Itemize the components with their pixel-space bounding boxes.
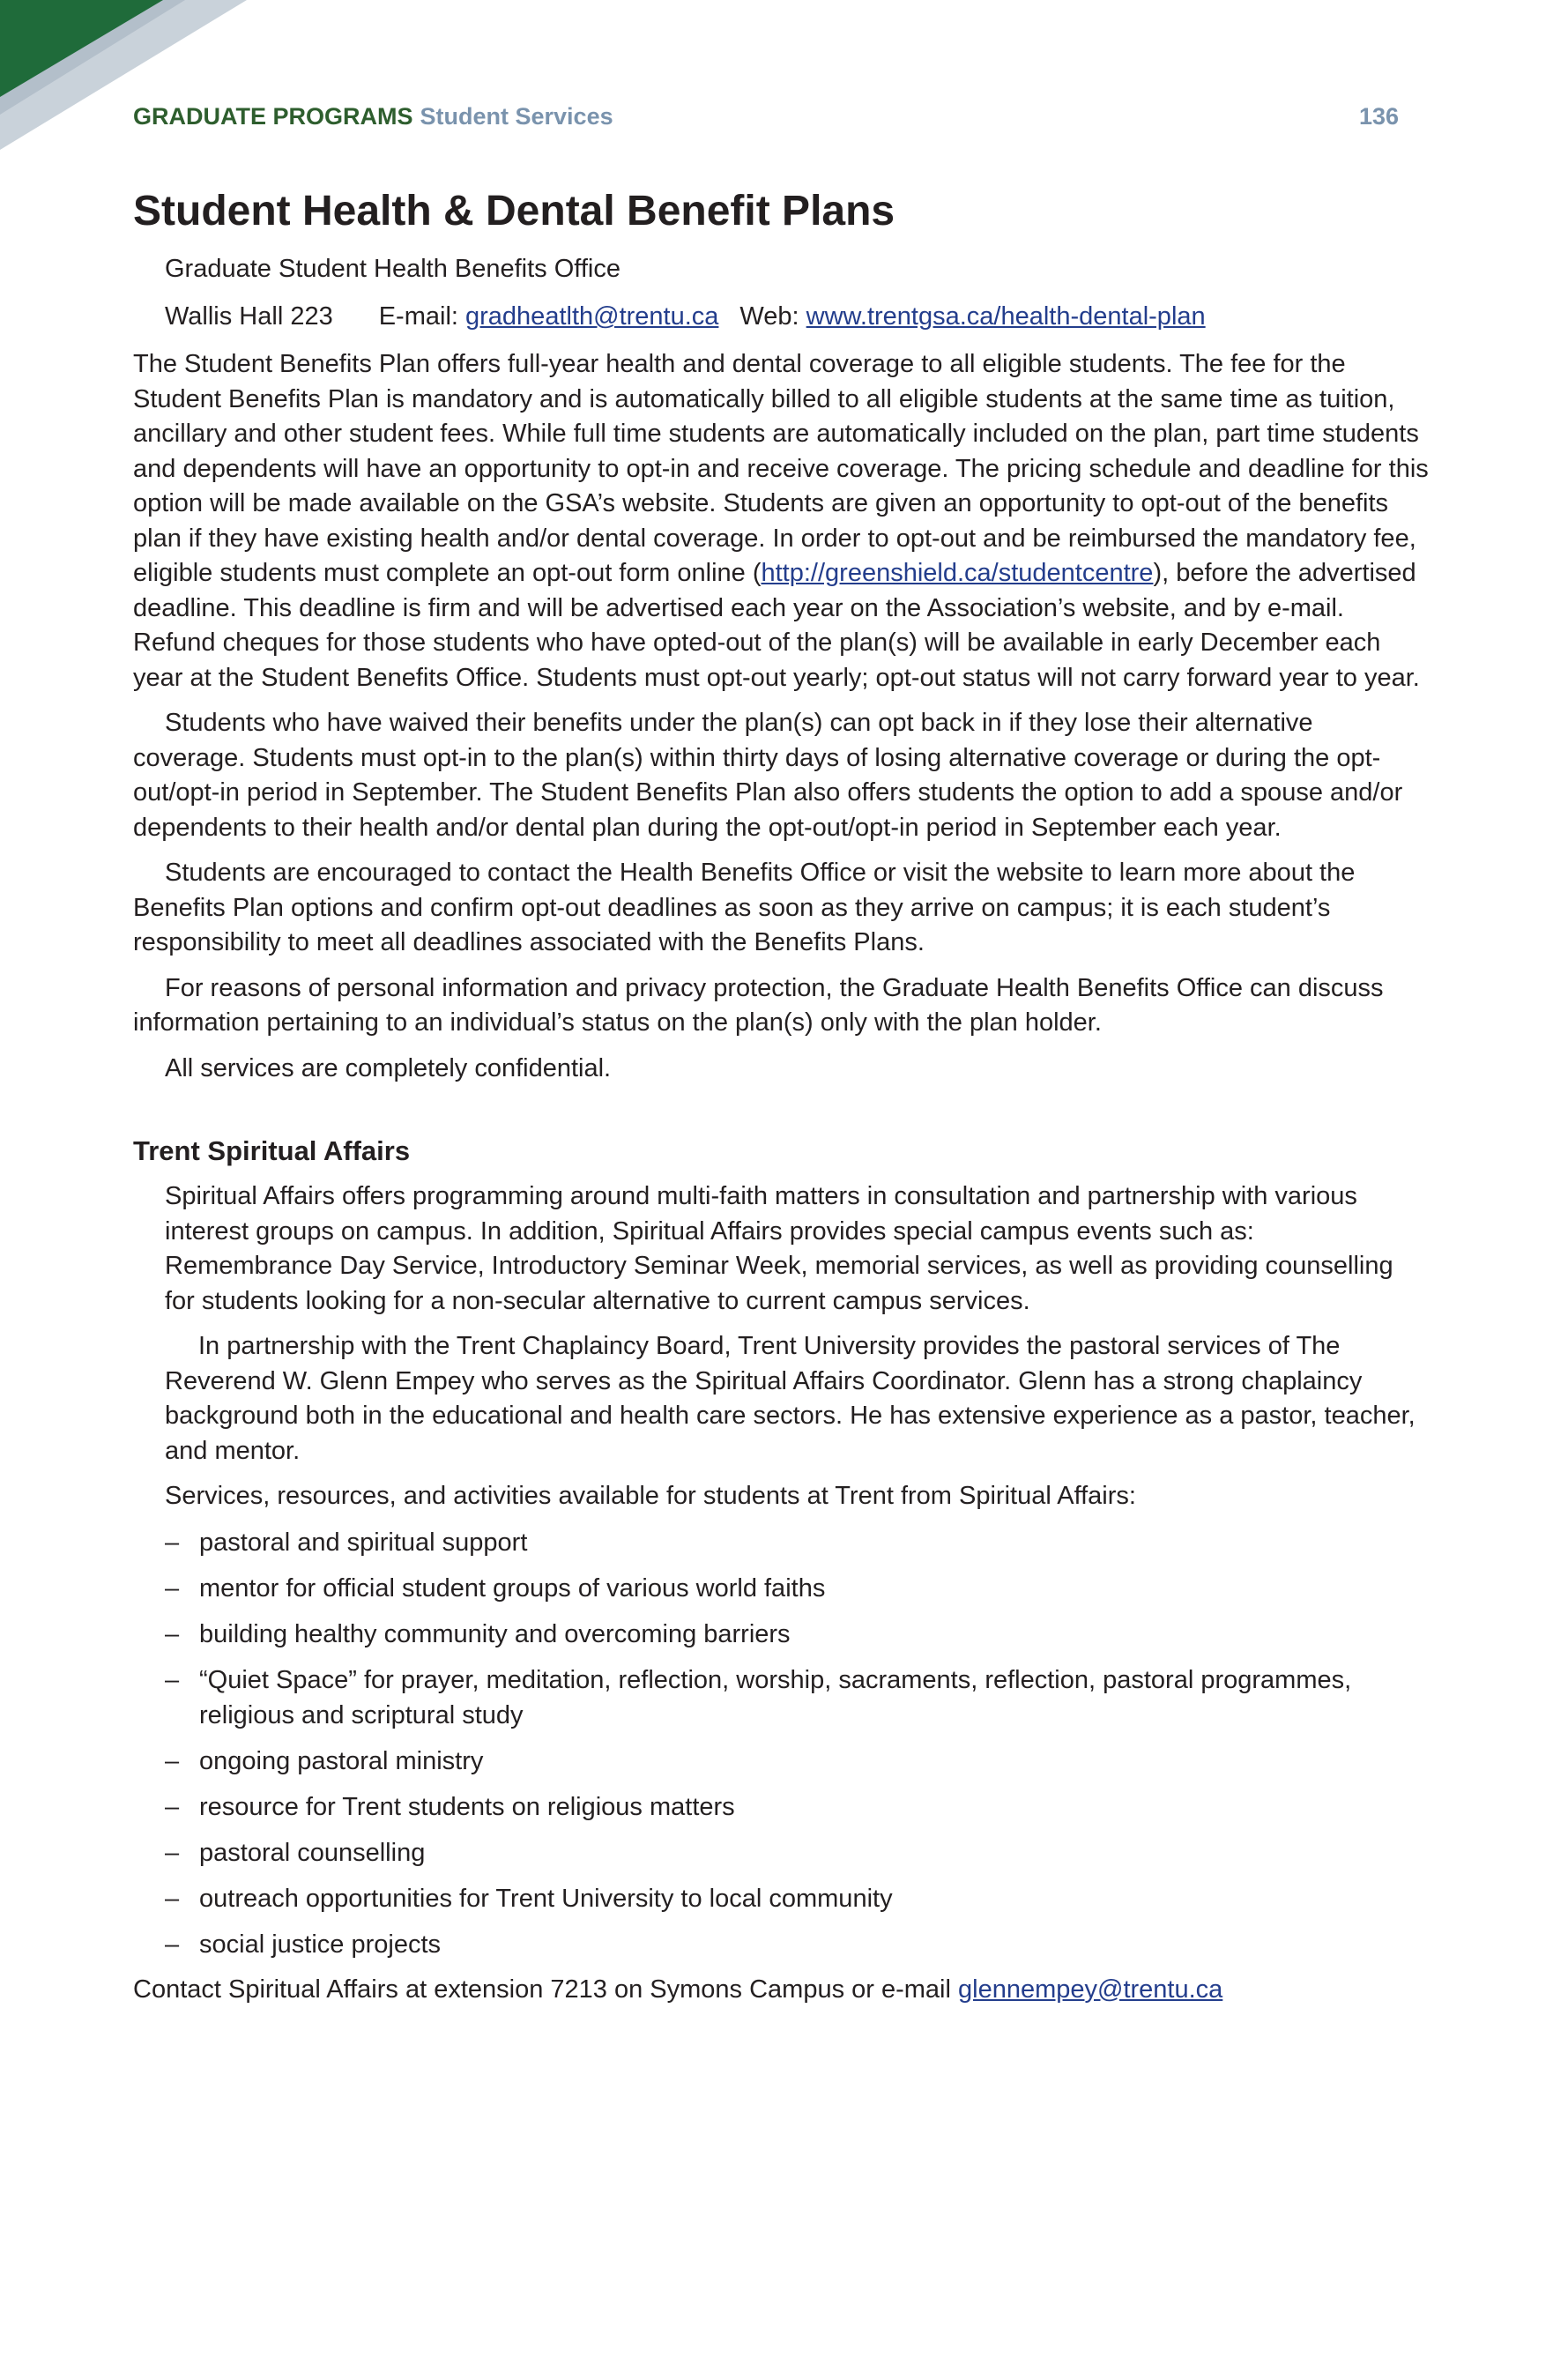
main-content <box>133 185 1429 2018</box>
list-item: – pastoral counselling <box>165 1838 426 1867</box>
health-paragraph-1: The Student Benefits Plan offers full-year health and dental coverage to all eligible students. The fee for the Student Benefits Plan is mandatory and is automatically billed to all eligible students at the same time as tuition, ancillary and other student fees. While full time students are automatically included on the plan, part time students and dependents will have an opportunity to opt-in and receive coverage. The pricing schedule and deadline for this option will be made available on the GSA’s website. Students are given an opportunity to opt-out of the benefits plan if they have existing health and/or dental coverage. In order to opt-out and be reimbursed the mandatory fee, eligible students must complete an opt-out form online (http://greenshield.ca/studentcentre), before the advertised deadline. This deadline is firm and will be advertised each year on the Association’s website, and by e-mail. Refund cheques for those students who have opted-out of the plan(s) will be available in early December each year at the Student Benefits Office. Students must opt-out yearly; opt-out status will not carry forward year to year. <box>133 350 1429 692</box>
health-paragraph-2: Students who have waived their benefits under the plan(s) can opt back in if they lose their alternative coverage. Students must opt-in to the plan(s) within thirty days of losing alternative coverage or during the opt-out/opt-in period in September. The Student Benefits Plan also offers students the option to add a spouse and/or dependents to their health and/or dental plan during the opt-out/opt-in period in September each year. <box>133 709 1403 842</box>
header-subsection: Student Services <box>420 103 613 130</box>
spiritual-paragraph-3: Services, resources, and activities available for students at Trent from Spiritual Affairs: <box>165 1482 1136 1510</box>
page-header <box>133 99 1399 138</box>
list-item: – social justice projects <box>165 1930 441 1959</box>
spiritual-paragraph-1: Spiritual Affairs offers programming around multi-faith matters in consultation and partnership with various interest groups on campus. In addition, Spiritual Affairs provides special campus events such as: Remembrance Day Service, Introductory Seminar Week, memorial services, as well as providing counselling for students looking for a non-secular alternative to current campus services. <box>165 1182 1393 1315</box>
list-item: – “Quiet Space” for prayer, meditation, reflection, worship, sacraments, reflection, pastoral programmes, religious and scriptural study <box>165 1665 1352 1729</box>
list-item: – ongoing pastoral ministry <box>165 1746 484 1775</box>
list-item: – resource for Trent students on religious matters <box>165 1792 735 1821</box>
spiritual-paragraph-2: In partnership with the Trent Chaplaincy Board, Trent University provides the pastoral services of The Reverend W. Glenn Empey who serves as the Spiritual Affairs Coordinator. Glenn has a strong chaplaincy background both in the educational and health care sectors. He has extensive experience as a pastor, teacher, and mentor. <box>165 1332 1416 1465</box>
services-list <box>133 1525 1429 1962</box>
health-web-link[interactable]: www.trentgsa.ca/health-dental-plan <box>806 302 1206 331</box>
list-item: – building healthy community and overcoming barriers <box>165 1619 791 1648</box>
header-section: GRADUATE PROGRAMS <box>133 103 413 130</box>
health-section-title: Student Health & Dental Benefit Plans <box>133 188 895 234</box>
health-email-link[interactable]: gradheatlth@trentu.ca <box>465 302 719 331</box>
health-paragraph-3: Students are encouraged to contact the Health Benefits Office or visit the website to learn more about the Benefits Plan options and confirm opt-out deadlines as soon as they arrive on campus; it is each student’s responsibility to meet all deadlines associated with the Benefits Plans. <box>133 859 1356 956</box>
page-number: 136 <box>1358 103 1399 130</box>
health-paragraph-4: For reasons of personal information and privacy protection, the Graduate Health Benefits Office can discuss information pertaining to an individual’s status on the plan(s) only with the plan holder. <box>133 973 1384 1037</box>
spiritual-section-body <box>165 1179 1429 1514</box>
corner-decoration <box>0 0 247 176</box>
spiritual-contact: Contact Spiritual Affairs at extension 7213 on Symons Campus or e-mail glennempey@trentu.ca <box>133 1975 1223 2004</box>
email-label: E-mail: <box>378 302 458 331</box>
spiritual-email-link[interactable]: glennempey@trentu.ca <box>958 1975 1223 2004</box>
web-label: Web: <box>739 302 799 331</box>
list-item: – mentor for official student groups of various world faiths <box>165 1573 826 1603</box>
greenshield-link[interactable]: http://greenshield.ca/studentcentre <box>761 559 1154 587</box>
health-paragraph-5: All services are completely confidential. <box>165 1053 612 1082</box>
spiritual-section-title: Trent Spiritual Affairs <box>133 1135 411 1166</box>
health-location: Wallis Hall 223 <box>165 302 333 331</box>
list-item: – outreach opportunities for Trent University to local community <box>165 1884 893 1913</box>
list-item: – pastoral and spiritual support <box>165 1528 528 1557</box>
health-office-name: Graduate Student Health Benefits Office <box>165 255 620 283</box>
health-contact-line <box>165 296 1429 337</box>
